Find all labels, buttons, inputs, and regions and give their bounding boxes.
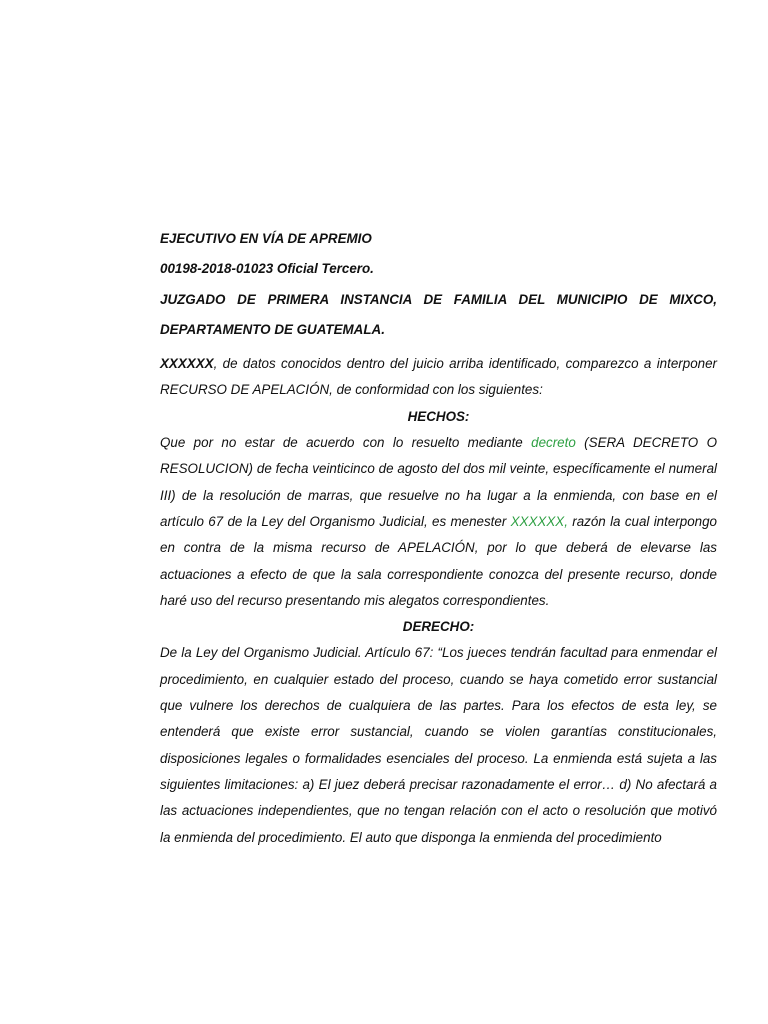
hechos-paragraph: [160, 430, 717, 614]
party-name: XXXXXX: [160, 356, 214, 372]
case-type-heading: EJECUTIVO EN VÍA DE APREMIO: [160, 231, 372, 246]
hechos-title: HECHOS:: [407, 408, 470, 424]
derecho-title: DERECHO:: [402, 619, 475, 635]
intro-paragraph: [160, 351, 717, 404]
court-heading: JUZGADO DE PRIMERA INSTANCIA DE FAMILIA DEL MUNICIPIO DE MIXCO,: [160, 291, 717, 307]
intro-text: , de datos conocidos dentro del juicio arriba identificado, comparezco a interponer RECURSO DE APELACIÓN, de conformidad con los siguientes:: [160, 356, 717, 398]
hechos-text-3: razón la cual interpongo en contra de la misma recurso de APELACIÓN, por lo que deberá de elevarse las actuaciones a efecto de que la sala correspondiente conozca del presente recurso, donde haré uso del recurso presentando mis alegatos correspondientes.: [160, 513, 717, 608]
case-number-heading: 00198-2018-01023 Oficial Tercero.: [160, 261, 374, 277]
hechos-highlight-decreto: decreto: [531, 435, 576, 451]
derecho-paragraph: De la Ley del Organismo Judicial. Artículo 67: “Los jueces tendrán facultad para enmendar el procedimiento, en cualquier estado del proceso, cuando se haya cometido error sustancial que vulnere los derechos de cualquiera de las partes. Para los efectos de esta ley, se entenderá que existe error sustancial, cuando se violen garantías constitucionales, disposiciones legales o formalidades esenciales del proceso. La enmienda está sujeta a las siguientes limitaciones: a) El juez deberá precisar razonadamente el error… d) No afectará a las actuaciones independientes, que no tengan relación con el acto o resolución que motivó la enmienda del procedimiento. El auto que disponga la enmienda del procedimiento: [160, 645, 717, 845]
document-body: [160, 226, 717, 851]
hechos-highlight-placeholder: XXXXXX,: [510, 513, 568, 529]
hechos-text-1: Que por no estar de acuerdo con lo resuelto mediante: [160, 435, 532, 451]
hechos-text-2: (SERA DECRETO O RESOLUCION) de fecha veinticinco de agosto del dos mil veinte, específicamente el numeral III) de la resolución de marras, que resuelve no ha lugar a la enmienda, con base en el artículo 67 de la Ley del Organismo Judicial, es menester: [160, 435, 717, 529]
department-heading: DEPARTAMENTO DE GUATEMALA.: [160, 321, 385, 337]
